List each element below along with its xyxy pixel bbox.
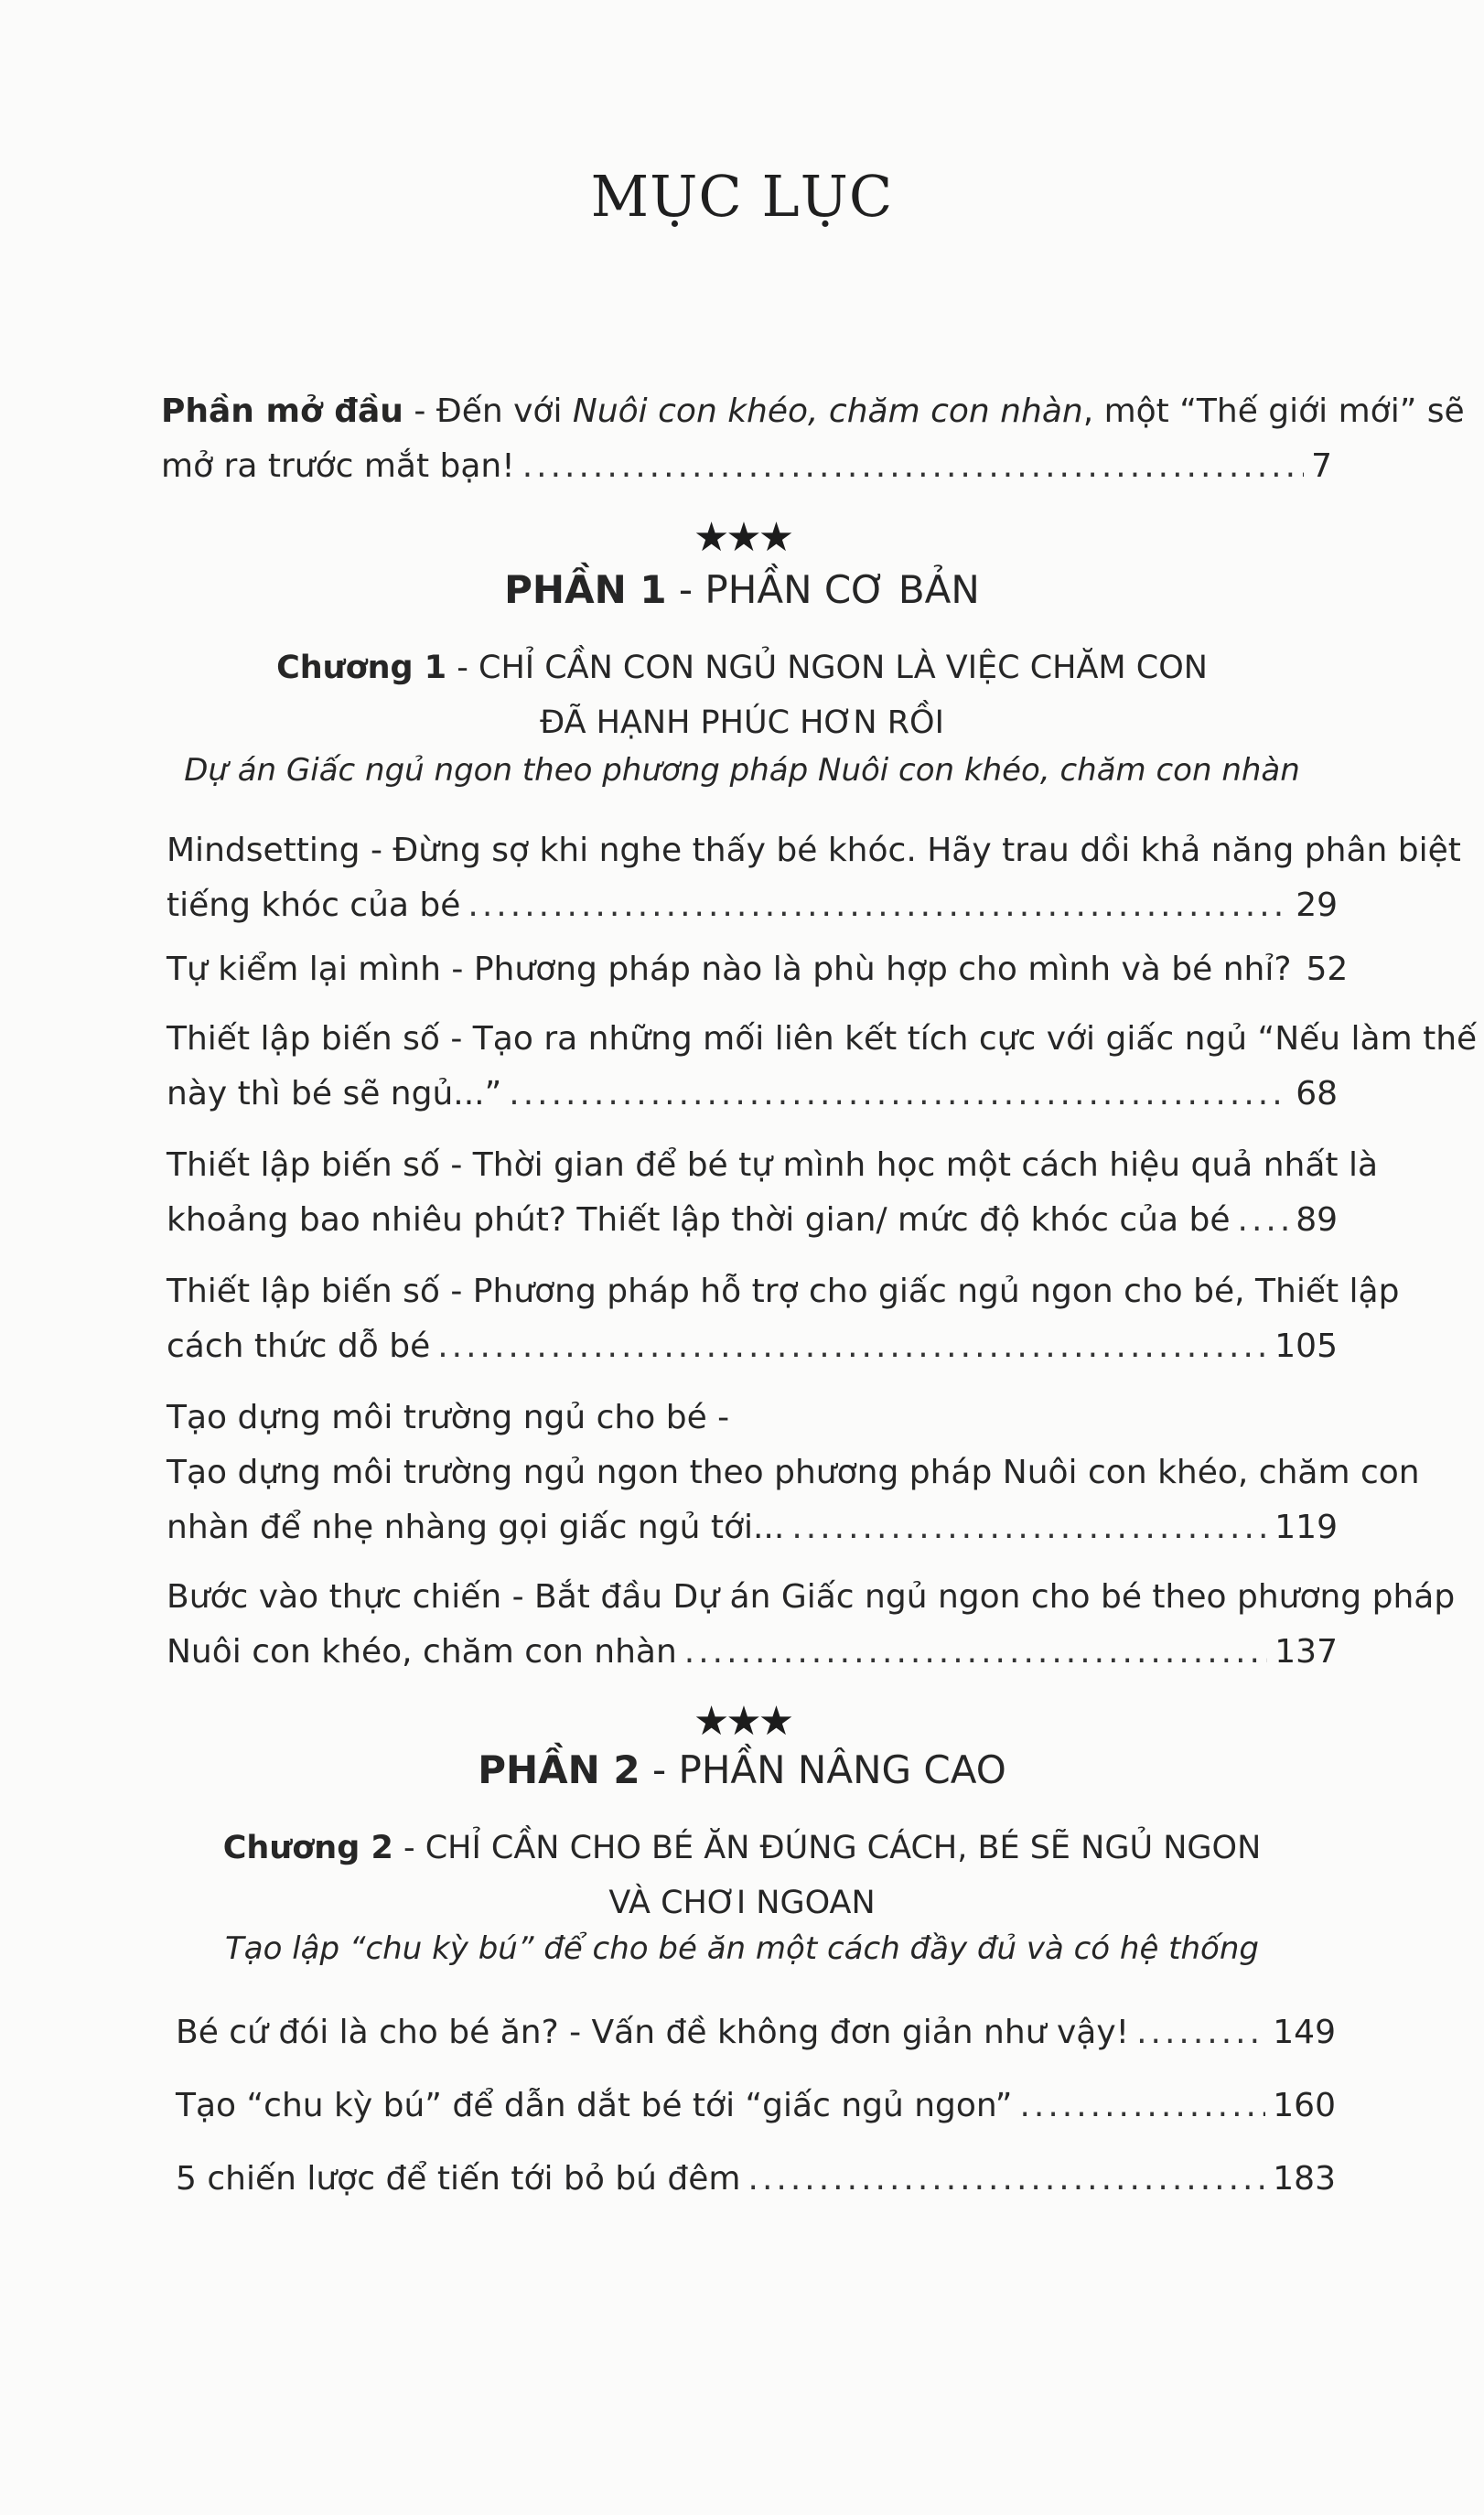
chapter-1-subtitle: Dự án Giấc ngủ ngon theo phương pháp Nuôi con khéo, chăm con nhàn	[184, 752, 1300, 789]
leader-dots	[1238, 1193, 1289, 1248]
page-number: 89	[1296, 1201, 1338, 1239]
intro-prefix: Phần mở đầu	[161, 392, 403, 430]
toc-entry[interactable]: Mindsetting - Đừng sợ khi nghe thấy bé khóc. Hãy trau dồi khả năng phân biệt tiếng khóc của bé ..... 29	[167, 823, 1338, 933]
leader-dots	[468, 878, 1288, 933]
page-number: 105	[1274, 1327, 1338, 1365]
toc-entry-intro[interactable]: Phần mở đầu - Đến với Nuôi con khéo, chăm con nhàn, một “Thế giới mới” sẽ mở ra trước mắt bạn! ..... 7	[161, 384, 1332, 494]
page-number: 68	[1296, 1075, 1338, 1112]
toc-entry[interactable]: Tạo dựng môi trường ngủ cho bé - Tạo dựng môi trường ngủ ngon theo phương pháp Nuôi con khéo, chăm con nhàn để nhẹ nhàng gọi giấc ngủ tới... ..... 119	[167, 1391, 1338, 1555]
toc-entry[interactable]: Thiết lập biến số - Thời gian để bé tự mình học một cách hiệu quả nhất là khoảng bao nhiêu phút? Thiết lập thời gian/ mức độ khóc của bé ..... 89	[167, 1138, 1338, 1248]
leader-dots	[509, 1067, 1288, 1122]
toc-entry[interactable]: Bước vào thực chiến - Bắt đầu Dự án Giấc ngủ ngon cho bé theo phương pháp Nuôi con khéo, chăm con nhàn ..... 137	[167, 1570, 1338, 1680]
page-number: 183	[1273, 2160, 1336, 2198]
stars-divider: ★★★	[693, 514, 791, 561]
toc-entry[interactable]: Thiết lập biến số - Phương pháp hỗ trợ cho giấc ngủ ngon cho bé, Thiết lập cách thức dỗ bé ..... 105	[167, 1264, 1338, 1374]
chapter-1-heading: Chương 1 - CHỈ CẦN CON NGỦ NGON LÀ VIỆC CHĂM CON ĐÃ HẠNH PHÚC HƠN RỒI	[276, 650, 1208, 741]
stars-divider: ★★★	[693, 1698, 791, 1745]
page-number: 29	[1296, 887, 1338, 924]
toc-entry[interactable]: Thiết lập biến số - Tạo ra những mối liên kết tích cực với giấc ngủ “Nếu làm thế này thì bé sẽ ngủ...” ..... 68	[167, 1012, 1338, 1122]
leader-dots	[1136, 2005, 1265, 2060]
toc-entry-text: mở ra trước mắt bạn!	[161, 447, 515, 485]
leader-dots	[791, 1500, 1267, 1555]
leader-dots	[522, 439, 1304, 494]
intro-book-title: Nuôi con khéo, chăm con nhàn	[572, 392, 1083, 430]
page-title: MỤC LỤC	[590, 163, 894, 230]
toc-entry[interactable]: 5 chiến lược để tiến tới bỏ bú đêm ..... 183	[176, 2152, 1336, 2207]
toc-entry[interactable]: Tự kiểm lại mình - Phương pháp nào là phù hợp cho mình và bé nhỉ? 52	[167, 942, 1338, 997]
chapter-2-subtitle: Tạo lập “chu kỳ bú” để cho bé ăn một cách đầy đủ và có hệ thống	[224, 1930, 1259, 1967]
page-number: 52	[1306, 951, 1349, 988]
toc-entry[interactable]: Tạo “chu kỳ bú” để dẫn dắt bé tới “giấc ngủ ngon” ..... 160	[176, 2079, 1336, 2133]
page-number: 7	[1311, 447, 1332, 485]
page-number: 160	[1273, 2087, 1336, 2124]
leader-dots	[684, 1625, 1267, 1680]
page-number: 119	[1274, 1509, 1338, 1546]
leader-dots	[748, 2152, 1266, 2207]
chapter-2-heading: Chương 2 - CHỈ CẦN CHO BÉ ĂN ĐÚNG CÁCH, BÉ SẼ NGỦ NGON VÀ CHƠI NGOAN	[222, 1830, 1262, 1921]
page-number: 149	[1273, 2014, 1336, 2051]
leader-dots	[437, 1319, 1267, 1374]
part-2-heading: PHẦN 2 - PHẦN NÂNG CAO	[478, 1747, 1006, 1792]
toc-entry[interactable]: Bé cứ đói là cho bé ăn? - Vấn đề không đơn giản như vậy! ..... 149	[176, 2005, 1336, 2060]
leader-dots	[1019, 2079, 1265, 2133]
part-1-heading: PHẦN 1 - PHẦN CƠ BẢN	[504, 567, 980, 612]
page-number: 137	[1274, 1633, 1338, 1671]
